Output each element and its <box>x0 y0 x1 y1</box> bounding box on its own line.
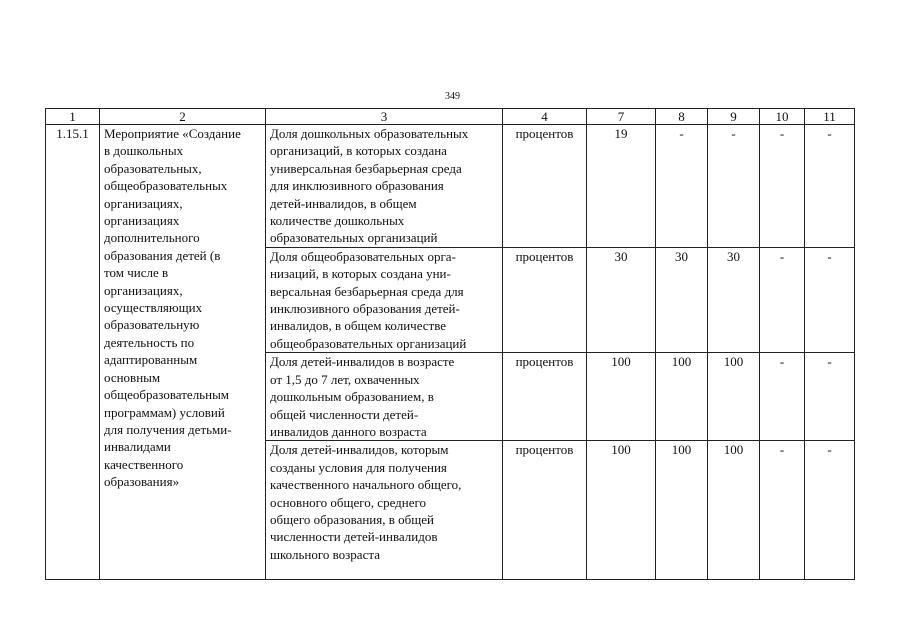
value-cell-col7: 100 <box>587 441 656 580</box>
page-number: 349 <box>445 91 460 102</box>
text-line: инвалидами <box>104 439 171 455</box>
text-line: адаптированным <box>104 352 198 368</box>
text-line: общеобразовательных <box>104 178 228 194</box>
text-line: общеобразовательным <box>104 387 230 403</box>
text-line: от 1,5 до 7 лет, охваченных <box>270 371 420 387</box>
text-line: основного общего, среднего <box>270 494 427 510</box>
value-cell-col9: 30 <box>708 247 760 352</box>
text-line: образовательных организаций <box>270 230 438 246</box>
value-cell-col8: 30 <box>656 247 708 352</box>
column-header: 10 <box>760 109 805 125</box>
value-cell-col9: 100 <box>708 441 760 580</box>
value-cell-col8: - <box>656 125 708 248</box>
text-line: основным <box>104 369 161 385</box>
text-line: Доля дошкольных образовательных <box>270 126 469 141</box>
text-line: дошкольным образованием, в <box>270 389 434 405</box>
header-row <box>46 109 855 125</box>
value-cell-col8: 100 <box>656 353 708 441</box>
value-cell-col11: - <box>805 353 855 441</box>
text-line: численности детей-инвалидов <box>270 529 438 545</box>
text-line: низаций, в которых создана уни- <box>270 266 451 282</box>
text-line: организаций, в которых создана <box>270 143 447 159</box>
text-line: дополнительного <box>104 230 200 246</box>
text-line: качественного <box>104 456 184 472</box>
text-line: общей численности детей- <box>270 406 419 422</box>
data-table <box>45 108 855 580</box>
value-cell-col11: - <box>805 247 855 352</box>
value-cell-col11: - <box>805 441 855 580</box>
value-cell-col8: 100 <box>656 441 708 580</box>
text-line: осуществляющих <box>104 300 203 316</box>
text-line: Мероприятие «Создание <box>104 126 241 141</box>
column-header: 11 <box>805 109 855 125</box>
table-row <box>46 125 855 248</box>
column-header: 8 <box>656 109 708 125</box>
unit-cell: процентов <box>503 353 587 441</box>
indicator-cell <box>266 247 503 352</box>
text-line: организациях, <box>104 282 183 298</box>
text-line: общего образования, в общей <box>270 511 434 527</box>
text-line: образовательных, <box>104 160 202 176</box>
text-line: деятельность по <box>104 334 195 350</box>
text-line: в дошкольных <box>104 143 184 159</box>
value-cell-col10: - <box>760 247 805 352</box>
text-line: универсальная безбарьерная среда <box>270 160 462 176</box>
text-line: общеобразовательных организаций <box>270 335 467 351</box>
text-line: образовательную <box>104 317 200 333</box>
unit-cell: процентов <box>503 125 587 248</box>
activity-cell <box>100 125 266 580</box>
value-cell-col7: 100 <box>587 353 656 441</box>
indicator-cell <box>266 125 503 248</box>
value-cell-col11: - <box>805 125 855 248</box>
column-header: 4 <box>503 109 587 125</box>
text-line: для получения детьми- <box>104 421 232 437</box>
column-header: 3 <box>266 109 503 125</box>
unit-cell: процентов <box>503 247 587 352</box>
text-line: инвалидов данного возраста <box>270 423 427 439</box>
value-cell-col7: 19 <box>587 125 656 248</box>
text-line: инвалидов, в общем количестве <box>270 318 447 334</box>
value-cell-col10: - <box>760 441 805 580</box>
column-header: 9 <box>708 109 760 125</box>
text-line: Доля детей-инвалидов в возрасте <box>270 354 455 370</box>
value-cell-col10: - <box>760 125 805 248</box>
column-header: 2 <box>100 109 266 125</box>
indicator-cell <box>266 441 503 580</box>
text-line: образования» <box>104 474 180 490</box>
column-header: 7 <box>587 109 656 125</box>
text-line: детей-инвалидов, в общем <box>270 195 417 211</box>
value-cell-col7: 30 <box>587 247 656 352</box>
text-line: инклюзивного образования детей- <box>270 301 460 317</box>
text-line: школьного возраста <box>270 546 380 562</box>
value-cell-col9: 100 <box>708 353 760 441</box>
text-line: созданы условия для получения <box>270 459 447 475</box>
value-cell-col10: - <box>760 353 805 441</box>
text-line: организациях <box>104 213 180 229</box>
row-code: 1.15.1 <box>46 125 100 580</box>
indicator-cell <box>266 353 503 441</box>
unit-cell: процентов <box>503 441 587 580</box>
text-line: количестве дошкольных <box>270 213 405 229</box>
text-line: том числе в <box>104 265 169 281</box>
text-line: образования детей (в <box>104 247 221 263</box>
text-line: для инклюзивного образования <box>270 178 444 194</box>
text-line: версальная безбарьерная среда для <box>270 283 464 299</box>
value-cell-col9: - <box>708 125 760 248</box>
text-line: программам) условий <box>104 404 225 420</box>
column-header: 1 <box>46 109 100 125</box>
text-line: организациях, <box>104 195 183 211</box>
text-line: качественного начального общего, <box>270 477 462 493</box>
text-line: Доля общеобразовательных орга- <box>270 248 456 264</box>
text-line: Доля детей-инвалидов, которым <box>270 442 449 458</box>
